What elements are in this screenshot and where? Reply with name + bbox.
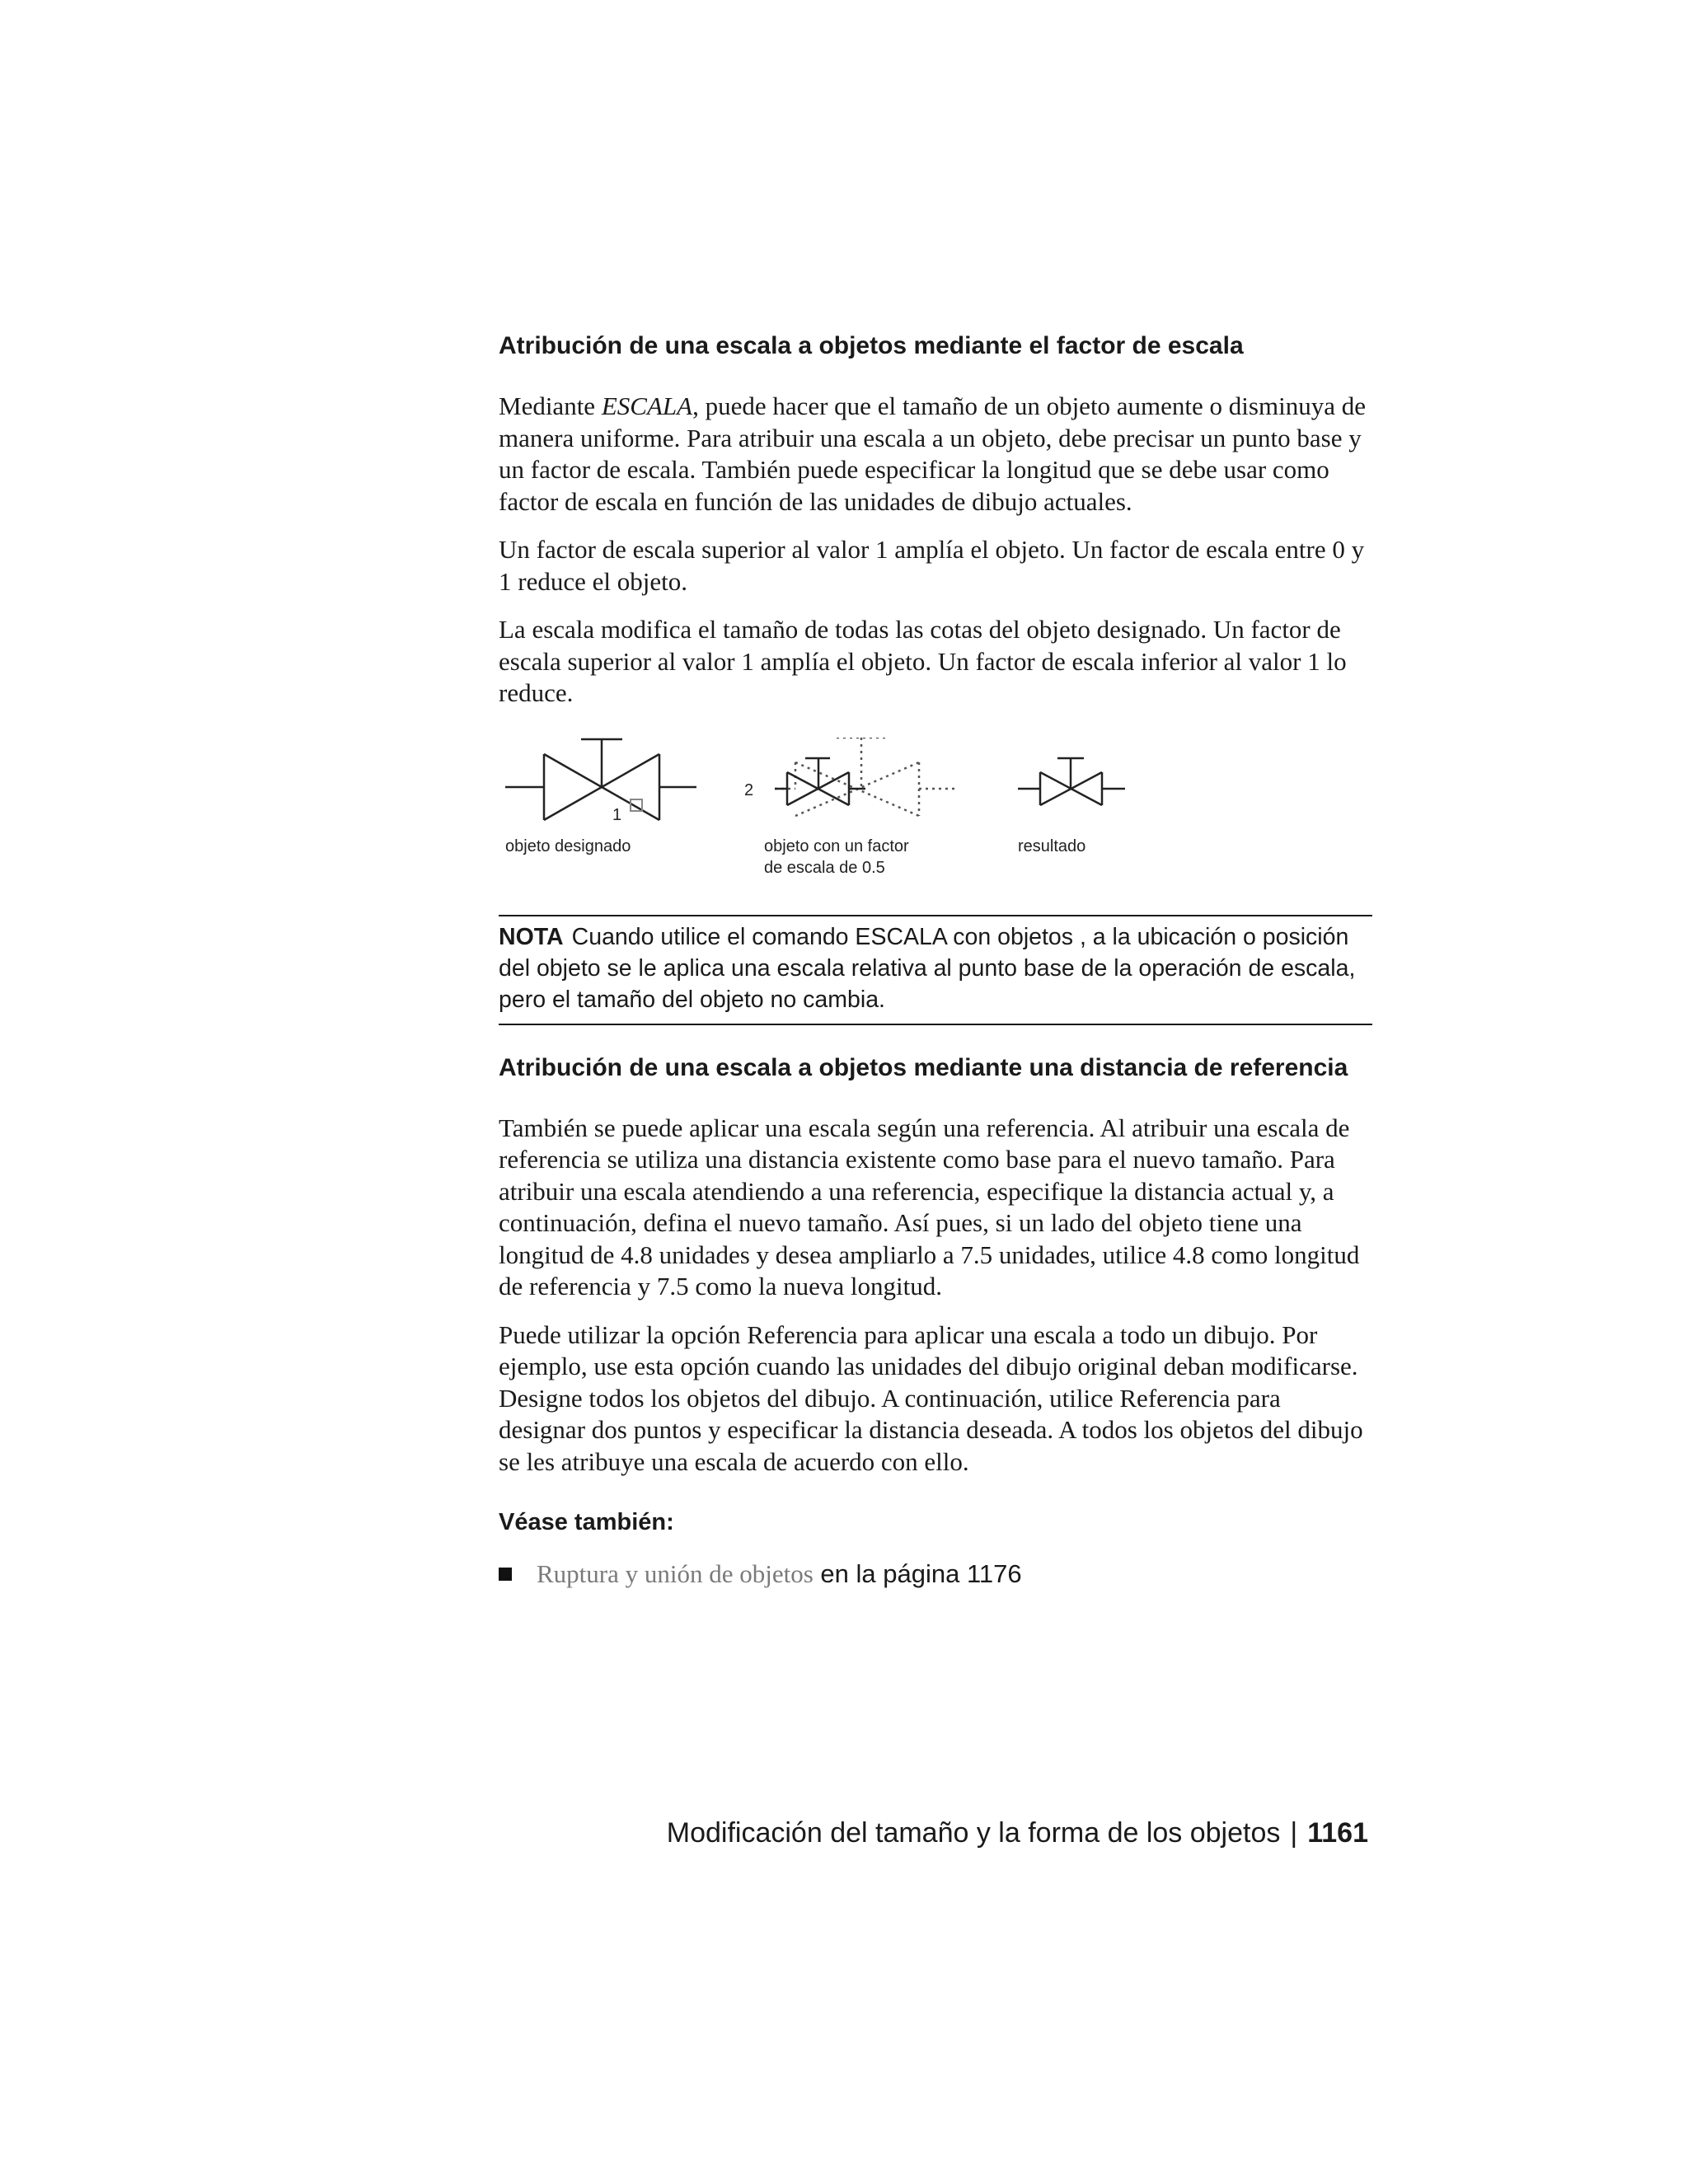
link-ruptura-union[interactable]: Ruptura y unión de objetos — [537, 1559, 814, 1588]
caption-result: resultado — [1018, 837, 1086, 855]
see-also-item — [499, 1558, 1372, 1591]
valve-scaled-dotted — [577, 738, 956, 816]
caption-selected-object: objeto designado — [505, 837, 631, 855]
command-name: ESCALA — [601, 391, 693, 420]
see-also-heading: Véase también: — [499, 1509, 674, 1535]
paragraph-escala-intro — [499, 391, 1372, 518]
paragraph-dimensions: La escala modifica el tamaño de todas las cotas del objeto designado. Un factor de escala superior al valor 1 amplía el objeto. Un factor de escala inferior al valor 1 lo reduce. — [499, 615, 1347, 707]
paragraph-reference-intro: También se puede aplicar una escala según una referencia. Al atribuir una escala de referencia se utiliza una distancia existente como base para el nuevo tamaño. Para atribuir una escala atendiendo a una referencia, especifique la distancia actual y, a continuación, defina el nuevo tamaño. Así pues, si un lado del objeto tiene una longitud de 4.8 unidades y desea ampliarlo a 7.5 unidades, utilice 4.8 como longitud de referencia y 7.5 como la nueva longitud. — [499, 1113, 1360, 1301]
bullet-square-icon — [499, 1568, 512, 1581]
valve-scale-diagram — [499, 738, 1372, 890]
page-number: 1161 — [1307, 1817, 1368, 1849]
see-also-page-ref: en la página 1176 — [813, 1559, 1022, 1588]
paragraph-reference-option: Puede utilizar la opción Referencia para aplicar una escala a todo un dibujo. Por ejemplo, use esta opción cuando las unidades del dibujo original deban modificarse. Designe todos los objetos del dibujo. A continuación, utilice Referencia para designar dos puntos y especificar la distancia deseada. A todos los objetos del dibujo se les atribuye una escala de acuerdo con ello. — [499, 1319, 1363, 1476]
note-label: NOTA — [499, 923, 564, 950]
footer-title: Modificación del tamaño y la forma de los objetos — [666, 1817, 1281, 1849]
paragraph-rest: , puede hacer que el tamaño de un objeto aumente o disminuya de manera uniforme. Para atribuir una escala a un objeto, debe precisar un punto base y un factor de escala. También puede especificar la longitud que se debe usar como factor de escala en función de las unidades de dibujo actuales. — [499, 391, 1366, 516]
valve-scaled-solid — [775, 758, 865, 805]
note-box — [499, 915, 1372, 1025]
note-text: Cuando utilice el comando ESCALA con objetos , a la ubicación o posición del objeto se le aplica una escala relativa al punto base de la operación de escala, pero el tamaño del objeto no cambia. — [499, 923, 1356, 1013]
page-footer — [667, 1817, 1368, 1849]
caption-scaled-line1: objeto con un factor — [764, 837, 909, 855]
paragraph-factor-greater: Un factor de escala superior al valor 1 amplía el objeto. Un factor de escala entre 0 y 1 reduce el objeto. — [499, 535, 1365, 596]
paragraph-prefix: Mediante — [499, 391, 602, 420]
footer-separator: | — [1290, 1817, 1298, 1849]
page-content — [499, 330, 1372, 1591]
valve-selected-object — [505, 739, 696, 820]
scale-figure — [499, 738, 1372, 890]
see-also-entry — [537, 1558, 1022, 1591]
section-heading-reference-distance: Atribución de una escala a objetos mediante una distancia de referencia — [499, 1053, 1348, 1081]
valve-result — [1018, 758, 1125, 805]
base-point-marker-1: 1 — [612, 805, 622, 824]
section-heading-scale-factor: Atribución de una escala a objetos mediante el factor de escala — [499, 332, 1244, 359]
base-point-marker-2: 2 — [744, 780, 754, 799]
caption-scaled-line2: de escala de 0.5 — [764, 858, 885, 877]
